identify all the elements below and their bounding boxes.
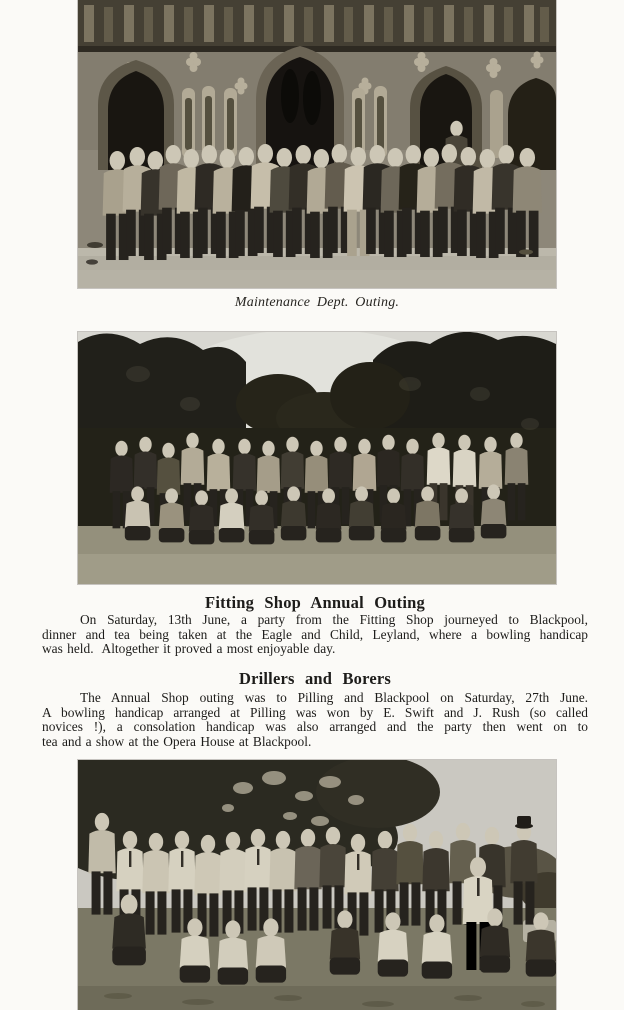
photo-drillers-and-borers-outing [78, 760, 556, 1010]
hat [515, 816, 533, 829]
text-line: was held. Altogether it proved a most enjoyable day. [42, 641, 336, 656]
text-line: novices !), a consolation handicap was also arranged and the party then went on to [42, 719, 588, 734]
photo-maintenance-dept-outing [78, 0, 556, 288]
paragraph-drillers-and-borers [42, 691, 588, 749]
section-heading-fitting-shop: Fitting Shop Annual Outing [205, 593, 425, 612]
photo-fitting-shop-illustration [78, 332, 556, 584]
photo-maintenance-illustration [78, 0, 556, 288]
photo-caption: Maintenance Dept. Outing. [234, 295, 400, 310]
photo-fitting-shop-outing [78, 332, 556, 584]
text-line: On Saturday, 13th June, a party from the Fitting Shop journeyed to Blackpool, [80, 612, 588, 627]
text-line: The Annual Shop outing was to Pilling and Blackpool on Saturday, 27th June. [80, 690, 588, 705]
paragraph-fitting-shop [42, 613, 588, 657]
text-line: A bowling handicap arranged at Pilling was won by E. Swift and J. Rush (so called [42, 704, 588, 720]
text-line: dinner and tea being taken at the Eagle and Child, Leyland, where a bowling handicap [42, 626, 588, 642]
text-line: tea and a show at the Opera House at Blackpool. [42, 733, 312, 749]
section-heading-drillers-and-borers: Drillers and Borers [238, 669, 392, 688]
cathedral-frieze [78, 0, 556, 52]
grass-foreground [78, 986, 556, 1010]
photo-drillers-illustration [78, 760, 556, 1010]
